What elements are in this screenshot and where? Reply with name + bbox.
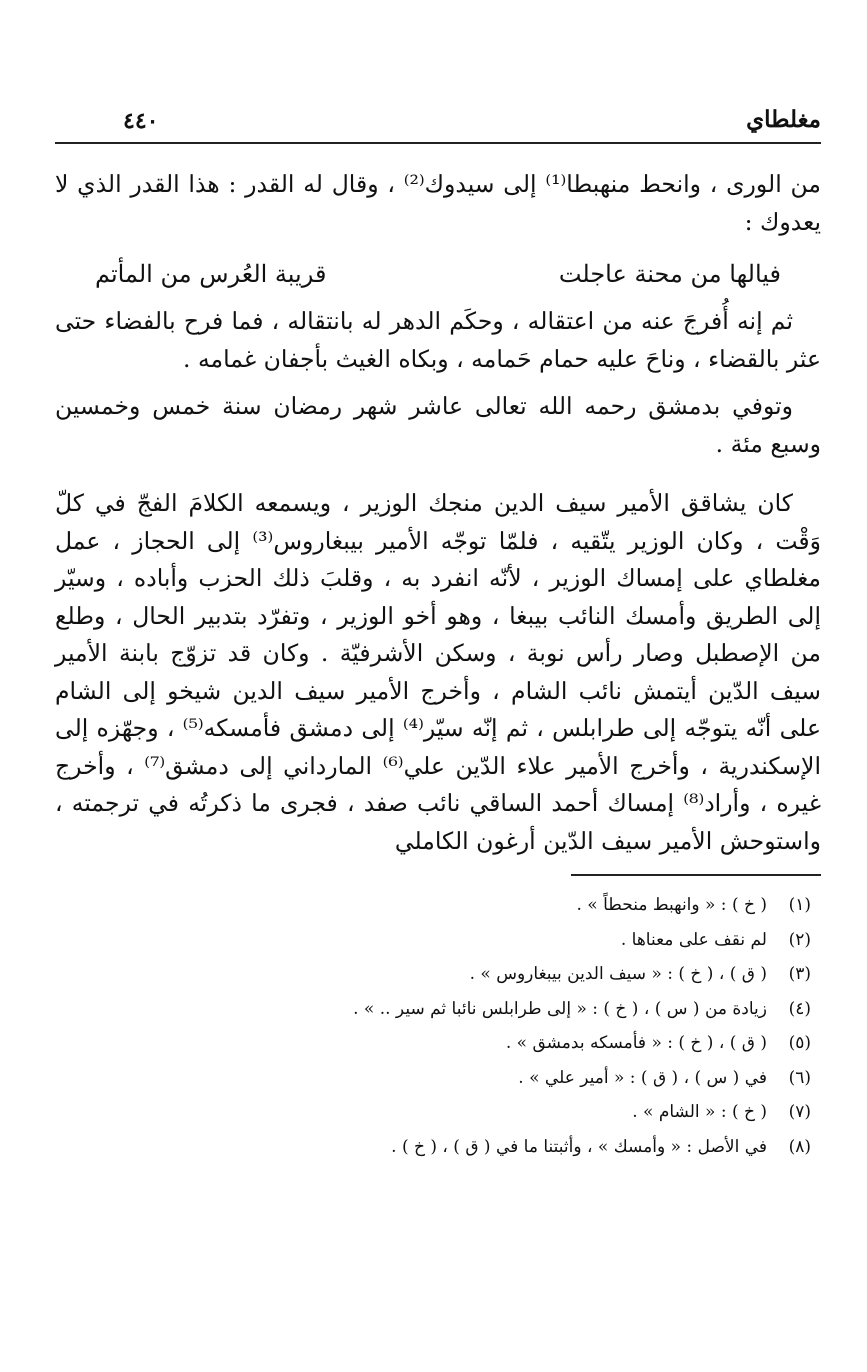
spacer [55, 378, 821, 388]
paragraph-4: كان يشاقق الأمير سيف الدين منجك الوزير ، ويسمعه الكلامَ الفجّ في كلّ وَقْت ، وكان الوزير يتّقيه ، فلمّا توجّه الأمير بيبغاروس⁽³⁾ إلى الحجاز ، عمل مغلطاي على إمساك الوزير ، لأنّه انفرد به ، وقلبَ ذلك الحزب وأباده ، وسيّر إلى الطريق وأمسك النائب بيبغا ، وهو أخو الوزير ، وتفرّد بتدبير الحال ، وطلع من الإصطبل وصار رأس نوبة ، وسكن الأشرفيّة . وكان قد تزوّج بابنة الأمير سيف الدّين أيتمش نائب الشام ، وأخرج الأمير سيف الدين شيخو إلى الشام على أنّه يتوجّه إلى طرابلس ، ثم إنّه سيّر⁽⁴⁾ إلى دمشق فأمسكه⁽⁵⁾ ، وجهّزه إلى الإسكندرية ، وأخرج الأمير علاء الدّين علي⁽⁶⁾ المارداني إلى دمشق⁽⁷⁾ ، وأخرج غيره ، وأراد⁽⁸⁾ إمساك أحمد الساقي نائب صفد ، فجرى ما ذكرتُه في ترجمته ، واستوحش الأمير سيف الدّين أرغون الكاملي [55, 489, 821, 855]
footnote-number: (٧) [788, 1102, 811, 1122]
footnote-text: في ( س ) ، ( ق ) : « أمير علي » . [518, 1067, 767, 1088]
main-text [55, 166, 821, 860]
spacer [55, 463, 821, 485]
paragraph-3: وتوفي بدمشق رحمه الله تعالى عاشر شهر رمضان سنة خمس وخمسين وسبع مئة . [55, 392, 821, 458]
verse-hemistich-left: قريبة العُرس من المأتم [95, 260, 327, 288]
footnote-number: (٥) [788, 1033, 811, 1053]
paragraph-1: من الورى ، وانحط منهبطا⁽¹⁾ إلى سيدوك⁽²⁾ ، وقال له القدر : هذا القدر الذي لا يعدوك : [55, 170, 821, 236]
footnote-text: ( خ ) : « وانهبط منحطاً » . [576, 895, 767, 915]
footnote-item [55, 1061, 811, 1096]
footnote-text: زيادة من ( س ) ، ( خ ) : « إلى طرابلس نائبا ثم سير .. » . [353, 998, 767, 1019]
footnote-text: ( ق ) ، ( خ ) : « فأمسكه بدمشق » . [505, 1033, 767, 1053]
footnote-number: (١) [788, 895, 811, 915]
footnote-text: في الأصل : « وأمسك » ، وأثبتنا ما في ( ق ) ، ( خ ) . [391, 1136, 767, 1157]
footnote-number: (٣) [788, 964, 811, 984]
page-number: ٤٤٠ [123, 108, 159, 134]
footnote-item [55, 1095, 811, 1130]
book-page [55, 100, 821, 1164]
footnote-number: (٤) [788, 998, 811, 1019]
running-title: مغلطاي [746, 106, 821, 133]
paragraph-2: ثم إنه أُفرجَ عنه من اعتقاله ، وحكَم الدهر له بانتقاله ، فما فرح بالفضاء حتى عثر بالقضاء ، وناحَ عليه حمام حَمامه ، وبكاه الغيث بأجفان غمامه . [55, 307, 821, 373]
footnote-item [55, 923, 811, 958]
footnote-item [55, 992, 811, 1027]
footnote-text: لم نقف على معناها . [620, 929, 767, 950]
footnote-item [55, 1026, 811, 1061]
footnote-text: ( ق ) ، ( خ ) : « سيف الدين بيبغاروس » . [469, 964, 767, 984]
footnotes [55, 888, 821, 1164]
footnote-item [55, 1130, 811, 1165]
footnote-text: ( خ ) : « الشام » . [632, 1102, 767, 1122]
page-header [55, 100, 821, 144]
verse-hemistich-right: فيالها من محنة عاجلت [558, 260, 781, 288]
footnote-number: (٢) [788, 929, 811, 950]
verse-line [55, 253, 821, 295]
footnote-number: (٦) [788, 1067, 811, 1088]
footnote-item [55, 888, 811, 923]
footnote-number: (٨) [788, 1136, 811, 1157]
footnote-divider [571, 874, 821, 876]
footnote-item [55, 957, 811, 992]
